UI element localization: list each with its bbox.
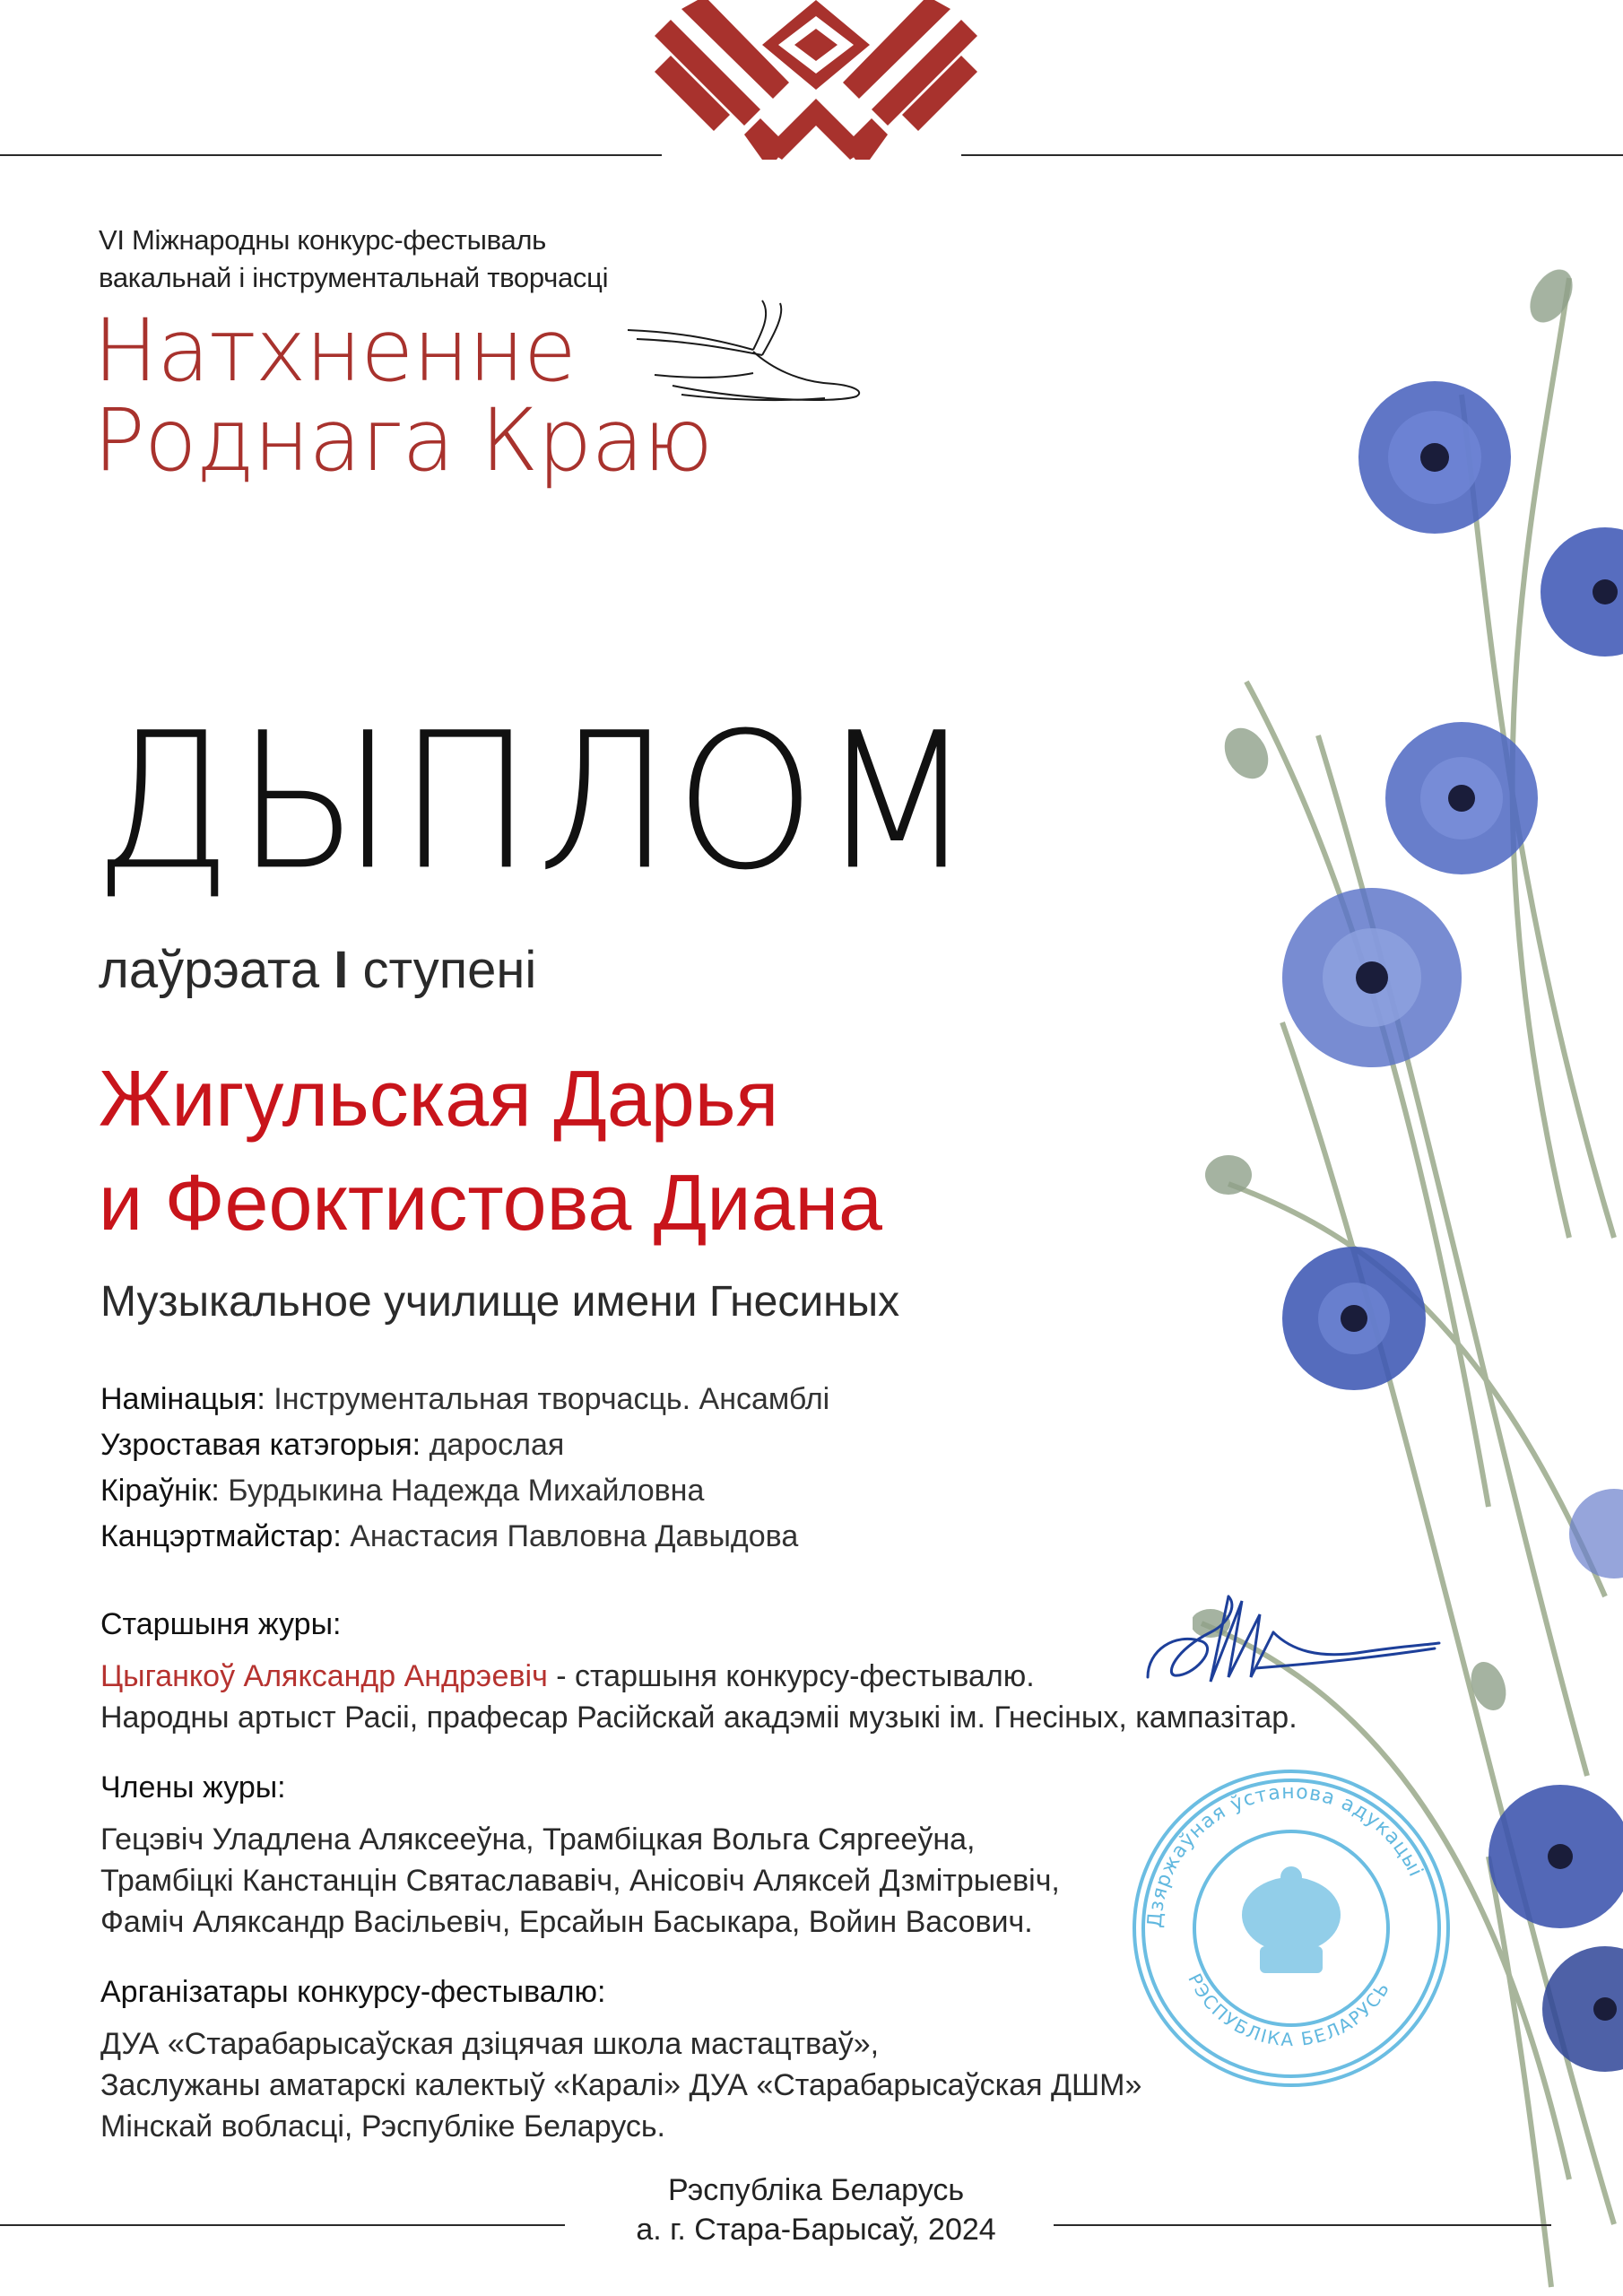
degree-prefix: лаўрэата (99, 941, 320, 999)
detail-label: Канцэртмайстар: (100, 1519, 342, 1553)
festival-title-line2: Роднага Краю (93, 390, 713, 491)
degree-roman: I (334, 941, 349, 999)
jury-members-line: Трамбіцкі Канстанцін Святаслававіч, Анісовіч Аляксей Дзмітрыевіч, (100, 1864, 1060, 1898)
detail-label: Узроставая катэгорыя: (100, 1428, 421, 1462)
organizers-line: Заслужаны аматарскі калектыў «Каралі» ДУА «Старабарысаўская ДШМ» (100, 2068, 1142, 2102)
jury-members-line: Гецэвіч Уладлена Аляксееўна, Трамбіцкая Вольга Сяргееўна, (100, 1822, 976, 1857)
festival-title-line1: Натхненне (93, 300, 576, 401)
footer-country: Рэспубліка Беларусь (667, 2173, 965, 2207)
organizers-line: Мінскай вобласці, Рэспубліке Беларусь. (100, 2109, 665, 2144)
laureate-degree (99, 940, 536, 1000)
top-rule-right (961, 154, 1623, 156)
laureate-school: Музыкальное училище имени Гнесиных (100, 1278, 900, 1326)
jury-chair-name: Цыганкоў Аляксандр Андрэевіч (100, 1659, 548, 1693)
laureate-name-line2: и Феоктистова Диана (99, 1158, 882, 1247)
detail-row (100, 1422, 829, 1468)
jury-chair-line (100, 1656, 1298, 1697)
details-list (100, 1377, 829, 1560)
jury-members-list (100, 1819, 1060, 1943)
organizers-list (100, 2023, 1141, 2147)
detail-label: Кіраўнік: (100, 1474, 220, 1508)
top-rule-left (0, 154, 662, 156)
footer-location (574, 2170, 1058, 2249)
laureate-name-line1: Жигульская Дарья (99, 1054, 779, 1143)
detail-value: Інструментальная творчасць. Ансамблі (265, 1382, 830, 1416)
svg-text:Дзяржаўная ўстанова адукацыі: Дзяржаўная ўстанова адукацыі (1143, 1780, 1428, 1929)
footer-place-year: а. г. Стара-Барысаў, 2024 (636, 2213, 996, 2247)
detail-row (100, 1514, 829, 1560)
detail-row (100, 1468, 829, 1514)
degree-suffix: ступені (362, 941, 537, 999)
bird-logo-icon (619, 296, 870, 413)
svg-text:РЭСПУБЛІКА БЕЛАРУСЬ: РЭСПУБЛІКА БЕЛАРУСЬ (1184, 1970, 1394, 2051)
organizers-heading: Арганізатары конкурсу-фестывалю: (100, 1975, 606, 2009)
diploma-title: ДЫПЛОМ (93, 692, 978, 912)
jury-members-line: Фаміч Аляксандр Васільевіч, Ерсайын Басыкара, Войин Васович. (100, 1905, 1033, 1939)
festival-subtitle-line2: вакальнай і інструментальнай творчасці (99, 262, 609, 293)
jury-chair-titles: Народны артыст Расіі, прафесар Расійскай акадэміі музыкі ім. Гнесіных, кампазітар. (100, 1700, 1298, 1735)
jury-members-heading: Члены журы: (100, 1770, 286, 1805)
official-stamp-icon (1125, 1762, 1457, 2094)
folk-ornament-icon (655, 0, 977, 160)
detail-row (100, 1377, 829, 1422)
signature-icon (1139, 1578, 1444, 1713)
jury-chair-text (100, 1656, 1298, 1738)
organizers-line: ДУА «Старабарысаўская дзіцячая школа мастацтваў», (100, 2027, 880, 2061)
festival-subtitle-line1: VI Міжнародны конкурс-фестываль (99, 224, 547, 256)
detail-value: Анастасия Павловна Давыдова (341, 1519, 799, 1553)
detail-value: дарослая (421, 1428, 565, 1462)
bottom-rule-left (0, 2224, 565, 2226)
jury-chair-heading: Старшыня журы: (100, 1607, 342, 1641)
bottom-rule-right (1054, 2224, 1551, 2226)
detail-value: Бурдыкина Надежда Михайловна (219, 1474, 705, 1508)
detail-label: Намінацыя: (100, 1382, 265, 1416)
jury-chair-role: - старшыня конкурсу-фестывалю. (547, 1659, 1035, 1693)
